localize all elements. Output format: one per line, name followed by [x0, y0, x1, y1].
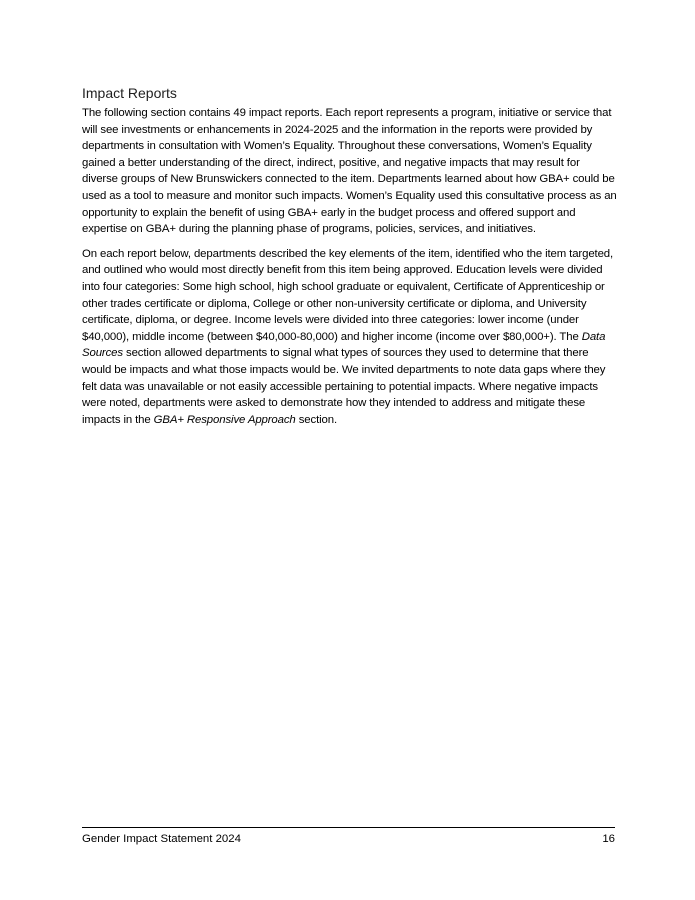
data-sources-emphasis: Data Sources: [82, 330, 606, 360]
page-content: [82, 84, 617, 436]
paragraph-text-part-1: On each report below, departments described the key elements of the item, identified who the item targeted, and outlined who would most directly benefit from this item being approved. Education levels were divided into four categories: Some high school, high school graduate or equivalent, Certificate of Apprenticeship or other trades certificate or diploma, College or other non-university certificate or diploma, and University certificate, diploma, or degree. Income levels were divided into three categories: lower income (under $40,000), middle income (between $40,000-80,000) and higher income (income over $80,000+). The: [82, 247, 614, 343]
intro-paragraph: The following section contains 49 impact reports. Each report represents a program, initiative or service that will see investments or enhancements in 2024-2025 and the information in the reports were provided by departments in consultation with Women’s Equality. Throughout these conversations, Women’s Equality gained a better understanding of the direct, indirect, positive, and negative impacts that may result for diverse groups of New Brunswickers connected to the item. Departments learned about how GBA+ could be used as a tool to measure and monitor such impacts. Women’s Equality used this consultative process as an opportunity to explain the benefit of using GBA+ early in the budget process and offered support and expertise on GBA+ during the planning phase of programs, policies, services, and initiatives.: [82, 107, 617, 236]
section-heading: Impact Reports: [82, 85, 177, 101]
page-footer: [82, 827, 615, 846]
paragraph-text-part-2: section allowed departments to signal what types of sources they used to determine that there would be impacts and what those impacts would be. We invited departments to note data gaps where they felt data was unavailable or not easily accessible pertaining to potential impacts. Where negative impacts were noted, departments were asked to demonstrate how they intended to address and mitigate these impacts in the: [82, 347, 606, 426]
page-number: 16: [602, 833, 615, 845]
report-method-paragraph: [82, 246, 617, 429]
gba-approach-emphasis: GBA+ Responsive Approach: [153, 413, 296, 426]
paragraph-text-part-3: section.: [295, 413, 337, 426]
footer-title: Gender Impact Statement 2024: [82, 833, 241, 845]
